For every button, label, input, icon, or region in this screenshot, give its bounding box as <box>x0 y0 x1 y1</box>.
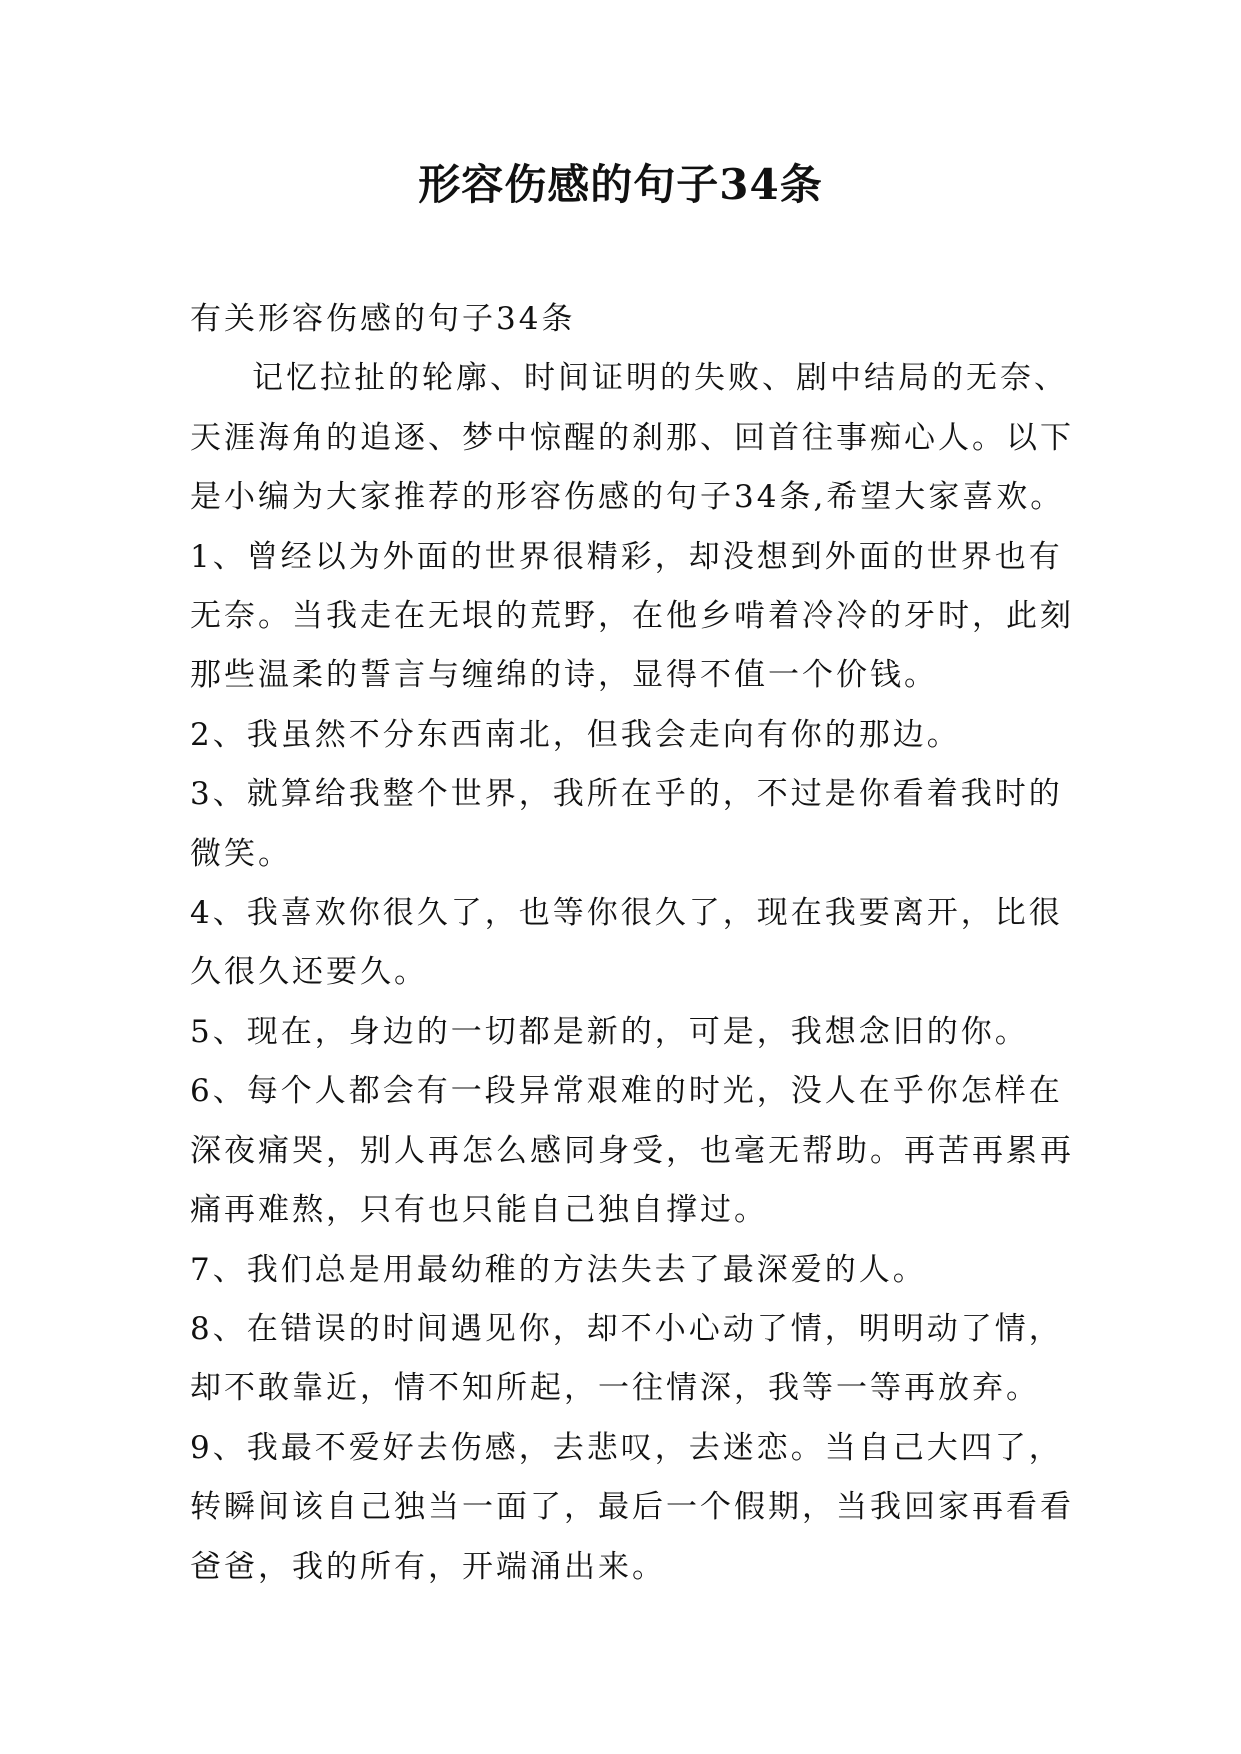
list-item: 7、我们总是用最幼稚的方法失去了最深爱的人。 <box>190 1251 927 1288</box>
list-item: 9、我最不爱好去伤感，去悲叹，去迷恋。当自己大四了，转瞬间该自己独当一面了，最后一个假期，当我回家再看看爸爸，我的所有，开端涌出来。 <box>190 1429 1074 1585</box>
list-item: 3、就算给我整个世界，我所在乎的，不过是你看着我时的微笑。 <box>190 776 1063 872</box>
list-item: 4、我喜欢你很久了，也等你很久了，现在我要离开，比很久很久还要久。 <box>190 895 1063 991</box>
intro-paragraph: 记忆拉扯的轮廓、时间证明的失败、剧中结局的无奈、天涯海角的追逐、梦中惊醒的刹那、回首往事痴心人。以下是小编为大家推荐的形容伤感的句子34条,希望大家喜欢。 <box>190 360 1074 516</box>
list-item: 8、在错误的时间遇见你，却不小心动了情，明明动了情，却不敢靠近，情不知所起，一往情深，我等一等再放弃。 <box>190 1310 1063 1407</box>
document-body <box>190 290 1080 1597</box>
document-subtitle: 有关形容伤感的句子34条 <box>190 301 576 337</box>
document-title: 形容伤感的句子34条 <box>418 160 823 209</box>
list-item: 6、每个人都会有一段异常艰难的时光，没人在乎你怎样在深夜痛哭，别人再怎么感同身受，也毫无帮助。再苦再累再痛再难熬，只有也只能自己独自撑过。 <box>190 1073 1074 1229</box>
list-item: 1、曾经以为外面的世界很精彩，却没想到外面的世界也有无奈。当我走在无垠的荒野，在他乡啃着冷冷的牙时，此刻那些温柔的誓言与缠绵的诗，显得不值一个价钱。 <box>190 538 1074 694</box>
list-item: 5、现在，身边的一切都是新的，可是，我想念旧的你。 <box>190 1013 1029 1050</box>
list-item: 2、我虽然不分东西南北，但我会走向有你的那边。 <box>190 716 961 753</box>
